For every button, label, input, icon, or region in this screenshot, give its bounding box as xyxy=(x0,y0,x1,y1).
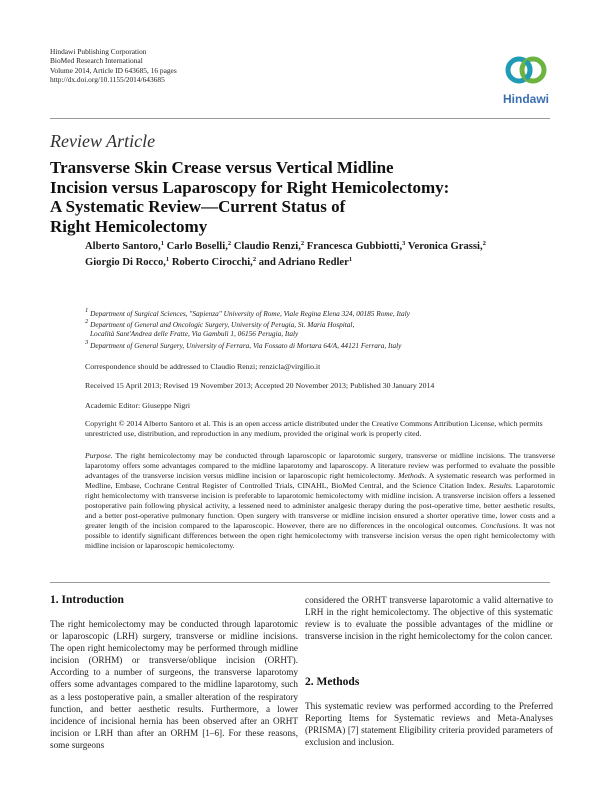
abstract-results: Laparotomic right hemicolectomy with transverse incision is preferable to laparotomic hemicolectomy with midline incision. A transverse incision offers a lessened postoperative pain following physical activity, a lessened need to administer analgesic therapy during the post-operative time, better aesthetic results, and a better post-operative pulmonary function. Open surgery with transverse or midline incision ensured a shorter operative time, lower costs and a greater length of the incision compared to the laparoscopic. However, there are no differences in the oncological outcomes. xyxy=(85,480,555,530)
author-line xyxy=(85,255,555,271)
affiliation-number: 2 xyxy=(85,318,89,325)
author-affil: 2 xyxy=(252,256,257,263)
title-line: A Systematic Review—Current Status of xyxy=(50,197,346,216)
academic-editor: Academic Editor: Giuseppe Nigri xyxy=(85,401,191,410)
title-line: Transverse Skin Crease versus Vertical Midline xyxy=(50,158,394,177)
author-affil: 1 xyxy=(348,256,353,263)
doi-link[interactable]: http://dx.doi.org/10.1155/2014/643685 xyxy=(50,75,165,85)
abstract-purpose: The right hemicolectomy may be conducted through laparoscopic or laparotomic surgery, transverse or midline incisions. The transverse laparotomy offers some advantages compared to the midline laparotomy and laparoscopy. A literature review was performed to evaluate the possible advantages of the transverse incision versus midline incision or laparoscopic right hemicolectomy. xyxy=(85,451,555,480)
author-affil: 2 xyxy=(300,240,305,247)
abstract-label-conclusions: Conclusions. xyxy=(480,520,521,530)
article-title xyxy=(50,158,520,236)
affiliation-text: Department of Surgical Sciences, "Sapienza" University of Rome, Viale Regina Elena 324, 00185 Rome, Italy xyxy=(90,309,410,318)
abstract-label-purpose: Purpose. xyxy=(85,451,113,460)
author-affil: 1 xyxy=(165,256,170,263)
abstract-label-methods: Methods. xyxy=(398,470,427,480)
section-heading-introduction: 1. Introduction xyxy=(50,594,124,606)
hindawi-logo xyxy=(494,50,558,110)
affiliation-number: 1 xyxy=(85,307,89,314)
abstract-label-results: Results. xyxy=(488,480,513,490)
author-line xyxy=(85,239,555,255)
abstract-conclusions: It was not possible to identify significant differences between the open right hemicolectomy with transverse incision versus the open right hemicolectomy with midline incision or laparoscopic hemicolectomy. xyxy=(85,520,555,550)
author-affil: 1 xyxy=(160,240,164,247)
logo-text: Hindawi xyxy=(502,92,549,106)
affiliation-number: 3 xyxy=(85,339,89,346)
author-affil: 2 xyxy=(227,240,232,247)
correspondence: Correspondence should be addressed to Claudio Renzi; renzicla@virgilio.it xyxy=(85,362,321,371)
author-name: Alberto Santoro, xyxy=(85,241,161,252)
copyright-notice: Copyright © 2014 Alberto Santoro et al. This is an open access article distributed under the Creative Commons Attribution License, which permits unrestricted use, distribution, and reproduction in any medium, provided the original work is properly cited. xyxy=(85,419,543,439)
title-line: Right Hemicolectomy xyxy=(50,216,208,236)
publication-info xyxy=(50,47,177,85)
author-name: Veronica Grassi, xyxy=(407,241,483,252)
affiliation xyxy=(85,320,354,338)
hindawi-logo-icon xyxy=(494,50,558,92)
author-name: Carlo Boselli, xyxy=(166,241,228,252)
volume-info: Volume 2014, Article ID 643685, 16 pages xyxy=(50,65,177,75)
publication-dates: Received 15 April 2013; Revised 19 November 2013; Accepted 20 November 2013; Published 30 January 2014 xyxy=(85,381,435,390)
title-line: Incision versus Laparoscopy for Right Hemicolectomy: xyxy=(50,177,450,197)
author-name: Claudio Renzi, xyxy=(233,241,301,252)
affiliation-text-cont: Località Sant'Andrea delle Fratte, Via Gambuli 1, 06156 Perugia, Italy xyxy=(90,329,299,339)
author-name: Francesca Gubbiotti, xyxy=(306,241,403,252)
abstract-rule xyxy=(50,582,550,583)
journal-name: BioMed Research International xyxy=(50,56,143,66)
author-affil: 3 xyxy=(402,240,406,247)
publisher: Hindawi Publishing Corporation xyxy=(50,47,147,56)
author-name: and Adriano Redler xyxy=(258,257,349,268)
abstract xyxy=(85,451,555,551)
author-affil: 2 xyxy=(482,240,486,247)
right-column-text: considered the ORHT transverse laparotomic a valid alternative to LRH in the right hemicolectomy. The objective of this systematic review is to evaluate the possible advantages of the midline or transverse incision in the right hemicolectomy for the colon cancer. xyxy=(305,595,553,642)
section-heading-methods: 2. Methods xyxy=(305,676,360,688)
abstract-methods: A systematic research was performed in Medline, Embase, Cochrane Central Register of Controlled Trials, CINAHL, BioMed Central, and the Science Citation Index. xyxy=(85,470,555,490)
author-list xyxy=(85,239,555,271)
methods-text: This systematic review was performed according to the Preferred Reporting Items for Systematic reviews and Meta-Analyses (PRISMA) [7] statement Eligibility criteria provided parameters of exclusion and inclusion. xyxy=(305,701,553,748)
affiliation-text: Department of General and Oncologic Surgery, University of Perugia, St. Maria Hospital, xyxy=(90,320,355,329)
affiliation xyxy=(85,309,410,318)
affiliation-text: Department of General Surgery, University of Ferrara, Via Fossato di Mortara 64/A, 44121 Ferrara, Italy xyxy=(90,341,402,350)
author-name: Giorgio Di Rocco, xyxy=(85,257,166,268)
author-name: Roberto Cirocchi, xyxy=(171,257,253,268)
introduction-text: The right hemicolectomy may be conducted through laparotomic or laparoscopic (LRH) surgery, transverse or midline incisions. The open right hemicolectomy may be performed through midline incision (ORHM) or transverse/oblique incision (ORHT). According to a number of surgeons, the transverse laparotomy offers some advantages compared to the midline laparotomy, such as a less postoperative pain, a smaller alteration of the respiratory function, and better aesthetic results. Furthermore, a lower incidence of incisional hernia has been observed after an ORHT incision or LRH than after an ORHM [1–6]. For these reasons, some surgeons xyxy=(50,619,298,750)
article-type: Review Article xyxy=(50,131,156,151)
affiliation xyxy=(85,341,401,350)
header-rule xyxy=(50,118,550,119)
